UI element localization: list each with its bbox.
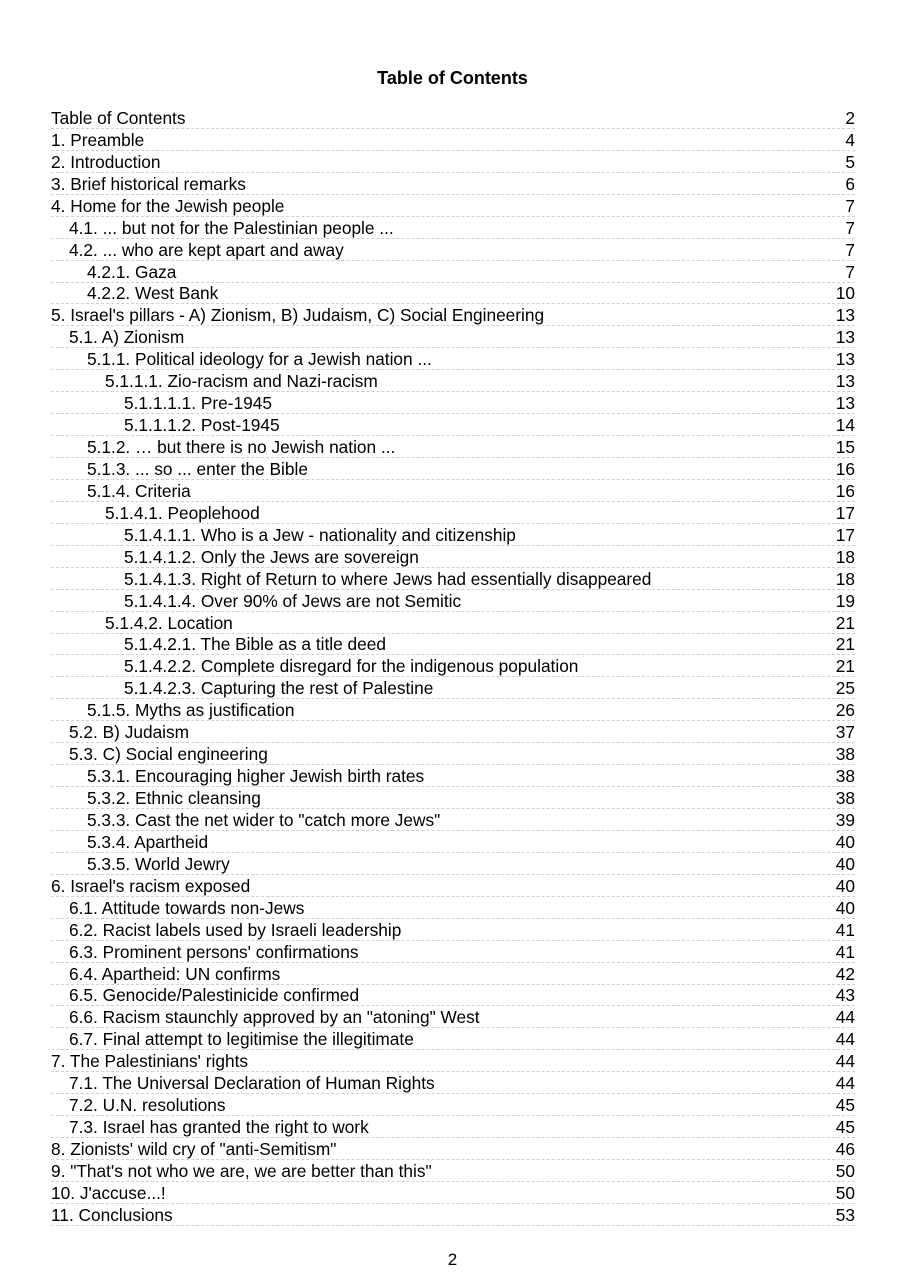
toc-entry[interactable]	[51, 458, 855, 480]
toc-entry[interactable]	[51, 1072, 855, 1094]
toc-entry[interactable]	[51, 107, 855, 129]
toc-entry-label: 9. "That's not who we are, we are better than this"	[51, 1160, 432, 1181]
toc-list	[51, 107, 855, 1226]
toc-entry-label: 5.3.1. Encouraging higher Jewish birth rates	[87, 766, 425, 787]
toc-entry-label: 5.1.5. Myths as justification	[87, 700, 295, 721]
toc-entry-page: 40	[835, 875, 855, 896]
toc-entry[interactable]	[51, 765, 855, 787]
toc-entry[interactable]	[51, 655, 855, 677]
toc-entry-page: 40	[835, 831, 855, 852]
toc-entry[interactable]	[51, 721, 855, 743]
toc-entry-label: 5.3.4. Apartheid	[87, 831, 209, 852]
toc-entry-label: 5.1. A) Zionism	[69, 327, 185, 348]
toc-entry-page: 13	[835, 327, 855, 348]
toc-entry-page: 7	[845, 261, 855, 282]
toc-entry-page: 53	[835, 1204, 855, 1225]
toc-entry[interactable]	[51, 1160, 855, 1182]
toc-entry[interactable]	[51, 151, 855, 173]
toc-entry-label: 2. Introduction	[51, 151, 161, 172]
toc-entry-page: 15	[835, 437, 855, 457]
toc-entry-page: 37	[835, 722, 855, 743]
toc-entry-label: 6.2. Racist labels used by Israeli leadership	[69, 919, 402, 940]
toc-entry-label: Table of Contents	[51, 107, 186, 128]
toc-entry-page: 26	[835, 700, 855, 721]
toc-entry-label: 5.1.4.1.3. Right of Return to where Jews had essentially disappeared	[124, 568, 652, 589]
toc-entry-label: 5.1.2. … but there is no Jewish nation ...	[87, 437, 396, 457]
toc-entry[interactable]	[51, 941, 855, 963]
toc-entry-label: 5.1.4.2.3. Capturing the rest of Palestine	[124, 678, 434, 699]
toc-entry-label: 5. Israel's pillars - A) Zionism, B) Judaism, C) Social Engineering	[51, 305, 545, 326]
toc-entry[interactable]	[51, 502, 855, 524]
toc-entry-page: 5	[845, 151, 855, 172]
toc-entry-label: 6.6. Racism staunchly approved by an "atoning" West	[69, 1007, 480, 1028]
toc-entry-page: 13	[835, 349, 855, 370]
toc-entry[interactable]	[51, 261, 855, 283]
toc-entry[interactable]	[51, 239, 855, 261]
toc-entry-page: 21	[835, 634, 855, 655]
toc-entry-label: 5.1.1.1.1. Pre-1945	[124, 393, 272, 414]
toc-entry[interactable]	[51, 283, 855, 305]
toc-entry-label: 5.2. B) Judaism	[69, 722, 190, 743]
toc-entry-label: 5.3. C) Social engineering	[69, 744, 268, 765]
toc-entry-page: 10	[835, 283, 855, 304]
toc-entry[interactable]	[51, 897, 855, 919]
toc-entry-page: 41	[835, 941, 855, 962]
toc-entry-page: 7	[845, 195, 855, 216]
toc-entry-label: 7.3. Israel has granted the right to work	[69, 1117, 369, 1138]
toc-entry-label: 6.4. Apartheid: UN confirms	[69, 963, 281, 984]
toc-entry-page: 13	[835, 305, 855, 326]
toc-entry-label: 5.3.2. Ethnic cleansing	[87, 788, 261, 808]
toc-entry[interactable]	[51, 853, 855, 875]
toc-entry[interactable]	[51, 743, 855, 765]
toc-entry[interactable]	[51, 1094, 855, 1116]
toc-entry-page: 7	[845, 217, 855, 238]
toc-entry-page: 16	[835, 480, 855, 501]
toc-entry-label: 5.1.4.2.2. Complete disregard for the indigenous population	[124, 656, 579, 677]
toc-entry-page: 38	[835, 788, 855, 808]
toc-entry-label: 11. Conclusions	[51, 1204, 173, 1225]
toc-entry-label: 4.1. ... but not for the Palestinian people ...	[69, 217, 394, 238]
toc-entry-label: 4.2.2. West Bank	[87, 283, 219, 304]
toc-entry-page: 18	[835, 568, 855, 589]
toc-entry-label: 5.1.1.1.2. Post-1945	[124, 415, 280, 436]
toc-entry-page: 41	[835, 919, 855, 940]
toc-entry-label: 6.1. Attitude towards non-Jews	[69, 897, 305, 918]
toc-entry-label: 7.2. U.N. resolutions	[69, 1095, 226, 1116]
toc-entry[interactable]	[51, 546, 855, 568]
toc-entry-page: 38	[835, 766, 855, 787]
toc-entry[interactable]	[51, 1116, 855, 1138]
toc-entry-page: 46	[835, 1139, 855, 1159]
toc-entry[interactable]	[51, 831, 855, 853]
toc-entry-label: 5.3.5. World Jewry	[87, 853, 230, 874]
toc-entry-page: 4	[845, 129, 855, 150]
toc-entry[interactable]	[51, 1028, 855, 1050]
toc-entry-page: 44	[835, 1051, 855, 1072]
toc-entry-page: 21	[835, 656, 855, 677]
toc-entry-label: 7. The Palestinians' rights	[51, 1051, 249, 1072]
toc-entry[interactable]	[51, 985, 855, 1007]
toc-entry-page: 45	[835, 1095, 855, 1116]
toc-entry-label: 5.1.4.1.2. Only the Jews are sovereign	[124, 546, 419, 567]
toc-entry-page: 17	[835, 524, 855, 545]
toc-entry[interactable]	[51, 1204, 855, 1226]
toc-entry[interactable]	[51, 1050, 855, 1072]
toc-entry[interactable]	[51, 414, 855, 436]
toc-entry-page: 43	[835, 985, 855, 1006]
toc-entry-page: 50	[835, 1160, 855, 1181]
toc-entry-label: 6. Israel's racism exposed	[51, 875, 251, 896]
toc-entry[interactable]	[51, 1006, 855, 1028]
toc-entry[interactable]	[51, 1138, 855, 1160]
toc-entry[interactable]	[51, 217, 855, 239]
toc-entry-label: 6.7. Final attempt to legitimise the illegitimate	[69, 1029, 414, 1050]
toc-entry-label: 5.1.4.2.1. The Bible as a title deed	[124, 634, 386, 655]
toc-entry[interactable]	[51, 590, 855, 612]
toc-entry-page: 7	[845, 239, 855, 260]
toc-entry[interactable]	[51, 129, 855, 151]
toc-entry[interactable]	[51, 348, 855, 370]
toc-entry-label: 5.1.3. ... so ... enter the Bible	[87, 458, 308, 479]
toc-entry[interactable]	[51, 524, 855, 546]
toc-entry[interactable]	[51, 809, 855, 831]
toc-entry-page: 17	[835, 502, 855, 523]
toc-entry-label: 4.2.1. Gaza	[87, 261, 177, 282]
toc-entry-page: 14	[835, 415, 855, 436]
toc-entry-page: 18	[835, 546, 855, 567]
toc-entry-label: 5.1.4. Criteria	[87, 480, 191, 501]
toc-entry[interactable]	[51, 787, 855, 809]
toc-entry-label: 5.1.4.1. Peoplehood	[105, 502, 260, 523]
toc-entry-label: 3. Brief historical remarks	[51, 173, 246, 194]
toc-entry-page: 16	[835, 458, 855, 479]
toc-entry-label: 5.3.3. Cast the net wider to "catch more Jews"	[87, 809, 441, 830]
toc-entry-page: 13	[835, 371, 855, 392]
toc-entry[interactable]	[51, 1182, 855, 1204]
toc-entry-label: 1. Preamble	[51, 129, 145, 150]
toc-entry-label: 6.3. Prominent persons' confirmations	[69, 941, 359, 962]
page-title: Table of Contents	[377, 68, 528, 88]
toc-entry-page: 50	[835, 1182, 855, 1203]
toc-entry-label: 6.5. Genocide/Palestinicide confirmed	[69, 985, 360, 1006]
toc-entry-page: 40	[835, 853, 855, 874]
toc-entry[interactable]	[51, 568, 855, 590]
toc-entry-page: 19	[835, 590, 855, 611]
toc-entry-label: 5.1.4.2. Location	[105, 612, 233, 633]
toc-entry[interactable]	[51, 195, 855, 217]
toc-entry-page: 45	[835, 1117, 855, 1138]
toc-entry[interactable]	[51, 326, 855, 348]
toc-entry-label: 7.1. The Universal Declaration of Human Rights	[69, 1073, 435, 1094]
toc-entry-label: 5.1.1. Political ideology for a Jewish nation ...	[87, 349, 432, 370]
toc-entry-label: 5.1.4.1.4. Over 90% of Jews are not Semitic	[124, 590, 462, 611]
toc-entry-label: 8. Zionists' wild cry of "anti-Semitism"	[51, 1139, 337, 1159]
toc-entry[interactable]	[51, 436, 855, 458]
toc-entry-label: 5.1.4.1.1. Who is a Jew - nationality and citizenship	[124, 524, 516, 545]
toc-entry-page: 44	[835, 1073, 855, 1094]
toc-entry-label: 10. J'accuse...!	[51, 1182, 166, 1203]
page-number: 2	[447, 1250, 458, 1269]
toc-entry-label: 4. Home for the Jewish people	[51, 195, 285, 216]
toc-entry-page: 39	[835, 809, 855, 830]
toc-entry[interactable]	[51, 699, 855, 721]
toc-entry[interactable]	[51, 392, 855, 414]
toc-entry[interactable]	[51, 612, 855, 634]
toc-entry[interactable]	[51, 173, 855, 195]
toc-entry-page: 44	[835, 1029, 855, 1050]
toc-entry-page: 21	[835, 612, 855, 633]
toc-entry-page: 25	[835, 678, 855, 699]
toc-entry[interactable]	[51, 480, 855, 502]
toc-entry-label: 4.2. ... who are kept apart and away	[69, 239, 344, 260]
toc-entry[interactable]	[51, 963, 855, 985]
toc-entry-page: 38	[835, 744, 855, 765]
toc-entry[interactable]	[51, 370, 855, 392]
toc-entry-label: 5.1.1.1. Zio-racism and Nazi-racism	[105, 371, 378, 392]
toc-entry-page: 44	[835, 1007, 855, 1028]
toc-entry-page: 42	[835, 963, 855, 984]
toc-entry[interactable]	[51, 677, 855, 699]
toc-entry[interactable]	[51, 634, 855, 656]
toc-entry-page: 6	[845, 173, 855, 194]
toc-entry-page: 2	[845, 107, 855, 128]
toc-entry[interactable]	[51, 304, 855, 326]
toc-entry-page: 13	[835, 393, 855, 414]
toc-entry-page: 40	[835, 897, 855, 918]
toc-entry[interactable]	[51, 875, 855, 897]
toc-entry[interactable]	[51, 919, 855, 941]
